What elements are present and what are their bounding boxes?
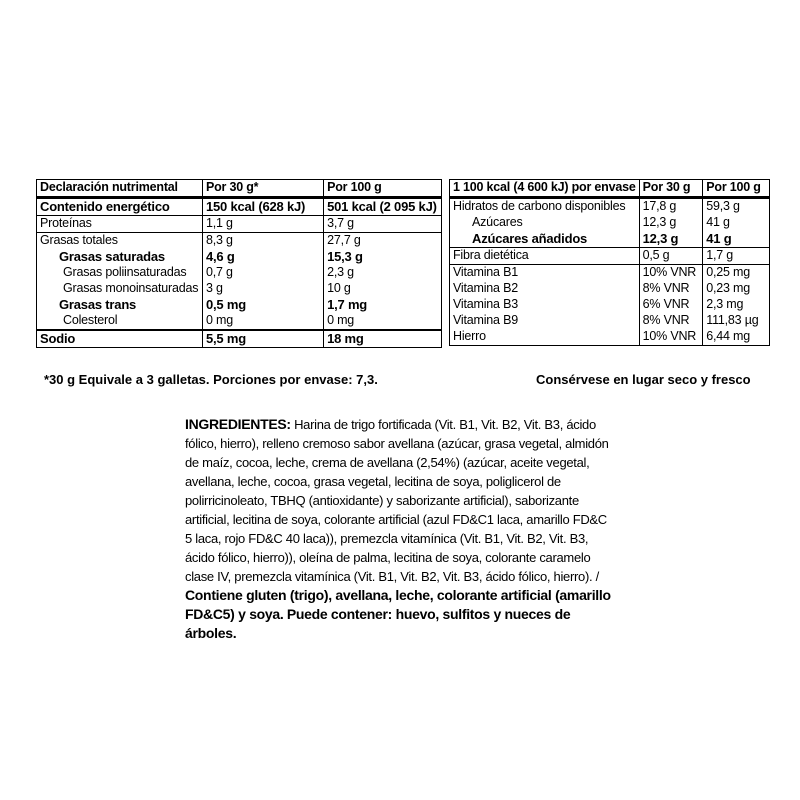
table-row-vitamin-b3 [450, 297, 770, 313]
protein-label: Proteínas [37, 216, 203, 233]
fat-trans-100g: 1,7 mg [324, 297, 442, 313]
vit-b9-100g: 111,83 µg [703, 313, 770, 329]
table-row-vitamin-b2 [450, 281, 770, 297]
vit-b2-100g: 0,23 mg [703, 281, 770, 297]
header-per-30g: Por 30 g* [202, 180, 323, 198]
fat-poly-100g: 2,3 g [324, 265, 442, 281]
vit-b1-label: Vitamina B1 [450, 265, 640, 282]
vit-b1-100g: 0,25 mg [703, 265, 770, 282]
vit-b3-30g: 6% VNR [639, 297, 703, 313]
fat-total-30g: 8,3 g [202, 233, 323, 250]
fiber-label: Fibra dietética [450, 248, 640, 265]
sodium-30g: 5,5 mg [202, 330, 323, 348]
fat-poly-30g: 0,7 g [202, 265, 323, 281]
table-row-protein [37, 216, 442, 233]
fat-poly-label: Grasas poliinsaturadas [37, 265, 203, 281]
storage-note: Consérvese en lugar seco y fresco [536, 372, 751, 387]
header-label: Declaración nutrimental [37, 180, 203, 198]
sugars-30g: 12,3 g [639, 215, 703, 231]
iron-100g: 6,44 mg [703, 329, 770, 346]
table-row-cholesterol [37, 313, 442, 330]
sodium-100g: 18 mg [324, 330, 442, 348]
nutrition-table-right [449, 179, 770, 346]
fat-trans-label: Grasas trans [37, 297, 203, 313]
fat-saturated-label: Grasas saturadas [37, 249, 203, 265]
table-row-sodium [37, 330, 442, 348]
allergen-statement: Contiene gluten (trigo), avellana, leche, colorante artificial (amarillo FD&C5) y soya. [185, 587, 611, 622]
table-row-fiber [450, 248, 770, 265]
nutrition-table-left [36, 179, 442, 348]
fat-total-label: Grasas totales [37, 233, 203, 250]
header-per-30g: Por 30 g [639, 180, 703, 198]
energy-100g: 501 kcal (2 095 kJ) [324, 198, 442, 216]
header-per-100g: Por 100 g [324, 180, 442, 198]
iron-label: Hierro [450, 329, 640, 346]
ingredients-text: Harina de trigo fortificada (Vit. B1, Vit. B2, Vit. B3, ácido fólico, hierro), relleno cremoso sabor avellana (azúcar, grasa vegetal, almidón de maíz, cocoa, leche, crema de avellana (2,54%) (azúcar, aceite vegetal, avellana, leche, cocoa, grasa vegetal, lecitina de soya, poliglicerol de polirricinoleato, TBHQ (antioxidante) y saborizante artificial), saborizante artificial, lecitina de soya, colorante artificial (azul FD&C1 laca, amarillo FD&C 5 laca, rojo FD&C 40 laca)), premezcla vitamínica (Vit. B1, Vit. B2, Vit. B3, ácido fólico, hierro)), oleína de palma, lecitina de soya, colorante caramelo clase IV, premezcla vitamínica (Vit. B1, Vit. B2, Vit. B3, ácido fólico, hierro). / [185, 417, 609, 584]
sugars-100g: 41 g [703, 215, 770, 231]
energy-label: Contenido energético [37, 198, 203, 216]
vit-b9-label: Vitamina B9 [450, 313, 640, 329]
fat-saturated-100g: 15,3 g [324, 249, 442, 265]
ingredients-label: INGREDIENTES: [185, 416, 291, 432]
vit-b3-label: Vitamina B3 [450, 297, 640, 313]
protein-100g: 3,7 g [324, 216, 442, 233]
table-row-header [450, 180, 770, 198]
fat-trans-30g: 0,5 mg [202, 297, 323, 313]
carbs-label: Hidratos de carbono disponibles [450, 198, 640, 216]
serving-footnote: *30 g Equivale a 3 galletas. Porciones por envase: 7,3. [44, 372, 378, 387]
table-row-added-sugars [450, 231, 770, 248]
table-row-fat-poly [37, 265, 442, 281]
vit-b3-100g: 2,3 mg [703, 297, 770, 313]
cholesterol-label: Colesterol [37, 313, 203, 330]
table-row-fat-saturated [37, 249, 442, 265]
carbs-100g: 59,3 g [703, 198, 770, 216]
table-row-iron [450, 329, 770, 346]
table-row-header [37, 180, 442, 198]
fat-saturated-30g: 4,6 g [202, 249, 323, 265]
table-row-carbs [450, 198, 770, 216]
fiber-100g: 1,7 g [703, 248, 770, 265]
vit-b2-label: Vitamina B2 [450, 281, 640, 297]
sugars-label: Azúcares [450, 215, 640, 231]
vit-b2-30g: 8% VNR [639, 281, 703, 297]
header-per-100g: Por 100 g [703, 180, 770, 198]
added-sugars-100g: 41 g [703, 231, 770, 248]
added-sugars-30g: 12,3 g [639, 231, 703, 248]
cholesterol-100g: 0 mg [324, 313, 442, 330]
may-contain-statement: Puede contener: huevo, sulfitos y nueces de árboles. [185, 606, 571, 641]
table-row-fat-total [37, 233, 442, 250]
added-sugars-label: Azúcares añadidos [450, 231, 640, 248]
table-row-sugars [450, 215, 770, 231]
table-row-energy [37, 198, 442, 216]
fat-mono-label: Grasas monoinsaturadas [37, 281, 203, 297]
table-row-vitamin-b9 [450, 313, 770, 329]
vit-b1-30g: 10% VNR [639, 265, 703, 282]
header-energy-per-package: 1 100 kcal (4 600 kJ) por envase [450, 180, 640, 198]
iron-30g: 10% VNR [639, 329, 703, 346]
energy-30g: 150 kcal (628 kJ) [202, 198, 323, 216]
fat-mono-30g: 3 g [202, 281, 323, 297]
vit-b9-30g: 8% VNR [639, 313, 703, 329]
carbs-30g: 17,8 g [639, 198, 703, 216]
table-row-fat-mono [37, 281, 442, 297]
fat-mono-100g: 10 g [324, 281, 442, 297]
protein-30g: 1,1 g [202, 216, 323, 233]
cholesterol-30g: 0 mg [202, 313, 323, 330]
fat-total-100g: 27,7 g [324, 233, 442, 250]
fiber-30g: 0,5 g [639, 248, 703, 265]
ingredients-block [185, 415, 615, 643]
table-row-vitamin-b1 [450, 265, 770, 282]
sodium-label: Sodio [37, 330, 203, 348]
table-row-fat-trans [37, 297, 442, 313]
